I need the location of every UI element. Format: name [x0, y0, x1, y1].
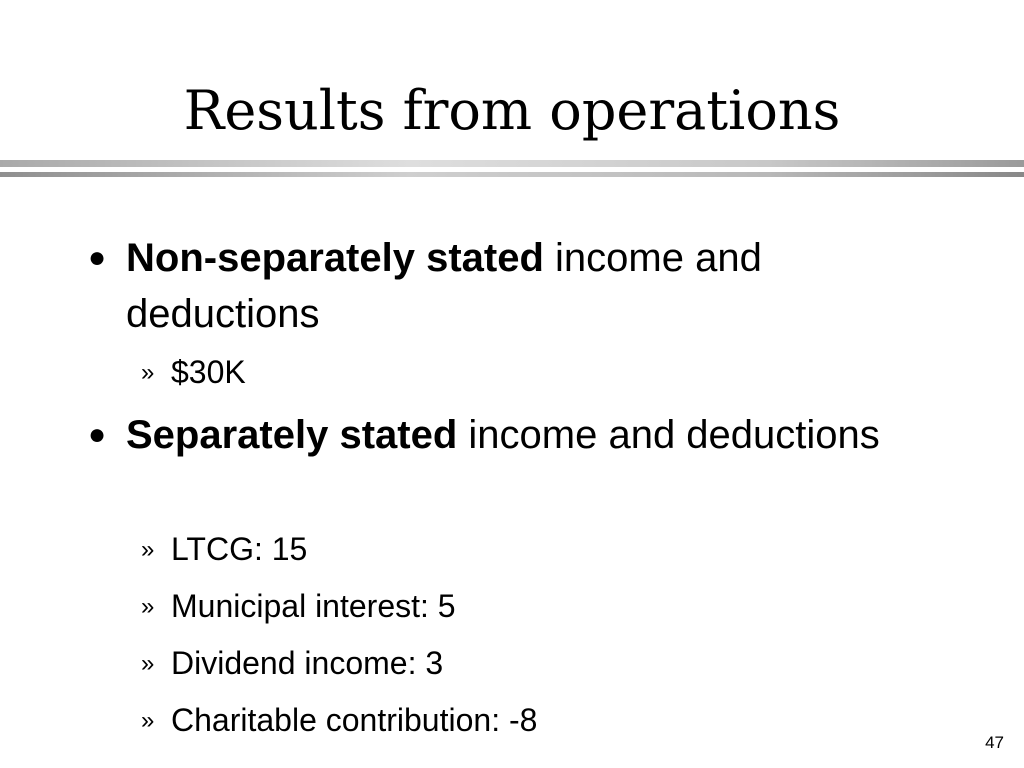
sub-bullet-text: Dividend income: 3: [171, 645, 444, 681]
title-divider-top: [0, 160, 1024, 167]
bullet-dot-icon: ●: [88, 418, 107, 451]
bullet-text: [126, 230, 906, 342]
sub-bullet-marker-icon: »: [141, 650, 155, 677]
sub-bullet-item: [141, 352, 246, 393]
sub-bullet-text: Municipal interest: 5: [171, 588, 456, 624]
sub-bullet-item: [141, 586, 456, 627]
sub-bullet-item: [141, 643, 443, 684]
sub-bullet-text: Charitable contribution: -8: [171, 702, 538, 738]
sub-bullet-marker-icon: »: [141, 593, 155, 620]
bullet-bold-text: Separately stated: [126, 413, 458, 457]
sub-bullet-marker-icon: »: [141, 359, 155, 386]
page-number: 47: [985, 733, 1004, 752]
slide-title: Results from operations: [183, 79, 841, 142]
sub-bullet-marker-icon: »: [141, 536, 155, 563]
bullet-dot-icon: ●: [88, 241, 107, 274]
bullet-plain-text: income and deductions: [457, 413, 880, 457]
sub-bullet-item: [141, 700, 537, 741]
bullet-bold-text: Non-separately stated: [126, 236, 544, 280]
sub-bullet-item: [141, 529, 307, 570]
sub-bullet-text: LTCG: 15: [171, 531, 308, 567]
bullet-text: [126, 407, 906, 463]
bullet-plain-text: income and deductions: [126, 236, 762, 336]
sub-bullet-marker-icon: »: [141, 707, 155, 734]
sub-bullet-text: $30K: [171, 354, 246, 390]
title-divider-bottom: [0, 172, 1024, 177]
